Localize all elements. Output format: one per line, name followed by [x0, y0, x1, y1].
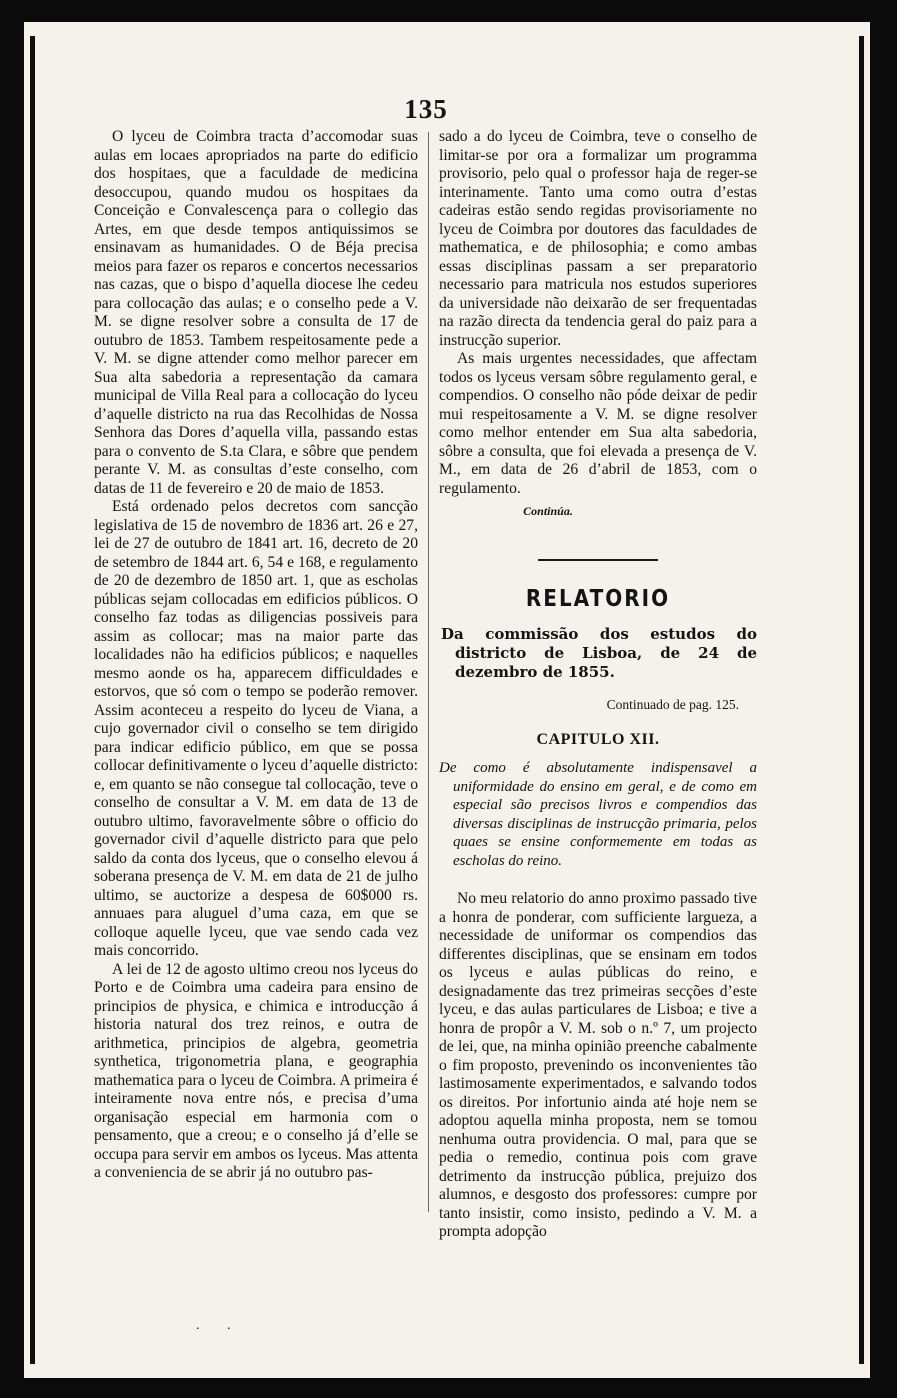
paragraph-decretos: Está ordenado pelos decretos com sancção legislativa de 15 de novembro de 1836 art. 26 e 27, lei de 27 de outubro de 1841 art. 16, decreto de 20 de setembro de 1844 art. 6, 54 e 168, e regulamento de 20 de dezembro de 1850 art. 1, que as escholas públicas sejam collocadas em edificios públicos. O conselho faz todas as diligencias possiveis para assim as collocar; mas na maior parte das localidades não ha edificios públicos; e naquelles mesmo aonde os ha, apparecem difficuldades e estorvos, que só com o tempo se poderão remover. Assim aconteceu a respeito do lyceu de Viana, a cujo governador civil o conselho se tem dirigido para indicar edificio público, em que se possa collocar definitivamente o lyceu d’aquelle districto: e, em quanto se não consegue tal collocação, teve o conselho de consultar a V. M. em data de 13 de outubro ultimo, favoravelmente sôbre o officio do governador civil d’aquelle districto para que pelo saldo da conta dos lyceus, que o conselho elevou á soberana presença de V. M. em data de 21 de julho ultimo, se auctorize a despesa de 60$000 rs. annuaes para aluguel d’uma caza, em que se colloque aquelle lyceu, que vae sendo cada vez mais concorrido.	[94, 498, 418, 959]
chapter-subtitle: De como é absolutamente indispensavel a uniformidade do ensino em geral, e de como em especial são precisos livros e compendios das diversas disciplinas de instrucção primaria, pelos quaes se ensine conformemente em todas as escholas do reino.	[439, 760, 757, 869]
chapter-body: No meu relatorio do anno proximo passado tive a honra de ponderar, com sufficiente largueza, a necessidade de uniformar os compendios das differentes disciplinas, que se ensinam em todos os lyceus e aulas públicas do reino, e designadamente das trez primeiras secções d’este lyceu, e das aulas particulares de Lisboa; e tive a honra de propôr a V. M. sob o n.º 7, um projecto de lei, que, na minha opinião preenche cabalmente o fim proposto, prevenindo os inconvenientes tão lastimosamente experimentados, e salvando todos os direitos. Por infortunio ainda até hoje nem se adoptou aquella minha proposta, nem se tomou nenhuma outra providencia. O mal, para que se pedia o remedio, continua pois com grave detrimento da instrucção pública, prejuizo dos alumnos, e desgosto dos professores: cumpre por tanto insistir, como insisto, pedindo a V. M. a prompta adopção	[439, 890, 757, 1240]
chapter-heading: CAPITULO XII.	[536, 730, 660, 748]
continuado-note: Continuado de pag. 125.	[606, 697, 739, 712]
paragraph-lyceu-coimbra: O lyceu de Coimbra tracta d’accomodar suas aulas em locaes apropriados na parte do edificio dos hospitaes, que a faculdade de medicina desoccupou, quando mudou os hospitaes da Conceição e Convalescença para o collegio das Artes, em que desde tempos antiquissimos se ensinavam as humanidades. O de Béja precisa meios para fazer os reparos e concertos necessarios nas cazas, que o bispo d’aquella diocese lhe cedeu para collocação das aulas; e o conselho pede a V. M. se digne resolver sobre a consulta de 17 de outubro de 1853. Tambem respeitosamente pede a V. M. se digne attender como melhor parecer em Sua alta sabedoria a representação da camara municipal de Villa Real para a collocação do lyceu d’aquelle districto na rua das Recolhidas de Nossa Senhora das Dores d’aquella villa, passando estas para o convento de S.ta Clara, e sôbre que pendem perante V. M. as consultas d’este conselho, com datas de 11 de fevereiro e 20 de maio de 1853.	[94, 128, 418, 497]
page-number: 135	[404, 94, 448, 124]
right-column	[439, 128, 757, 1242]
section-separator	[538, 559, 658, 561]
paragraph-continuation: sado a do lyceu de Coimbra, teve o conselho de limitar-se por ora a formalizar um programma provisorio, pelo qual o professor haja de reger-se interinamente. Tanto uma como outra d’estas cadeiras estão sendo regidas provisoriamente no lyceu de Coimbra por doutores das faculdades de mathematica, e de philosophia; e como ambas essas disciplinas passam a ser preparatorio necessario para matricula nos estudos superiores da universidade não deixarão de ser frequentadas na razão directa da tendencia geral do paiz para a instrucção superior.	[439, 128, 757, 349]
right-border-rule	[859, 36, 864, 1364]
continua-note: Continúa.	[523, 504, 573, 518]
paragraph-necessidades: As mais urgentes necessidades, que affectam todos os lyceus versam sôbre regulamento geral, e compendios. O conselho não póde deixar de pedir mui respeitosamente a V. M. se digne resolver como melhor entender em Sua alta sabedoria, sôbre a consulta, que foi elevada a presença de V. M., em data de 26 d’abril de 1853, com o regulamento.	[439, 350, 757, 497]
relatorio-subtitle: Da commissão dos estudos do districto de Lisboa, de 24 de dezembro de 1855.	[441, 625, 757, 681]
document-page	[24, 22, 870, 1378]
column-divider	[428, 132, 429, 1212]
relatorio-heading: RELATORIO	[525, 583, 671, 612]
left-border-rule	[30, 36, 35, 1364]
left-column	[94, 128, 418, 1183]
paragraph-lei-agosto: A lei de 12 de agosto ultimo creou nos lyceus do Porto e de Coimbra uma cadeira para ensino de principios de physica, e chimica e introducção á historia natural dos trez reinos, e outra de arithmetica, principios de algebra, geometria synthetica, trigonometria plana, e geographia mathematica para o lyceu de Coimbra. A primeira é inteiramente nova entre nós, e precisa d’uma organisação especial em harmonia com o pensamento, que a creou; e o conselho já d’elle se occupa para servir em ambos os lyceus. Mas attenta a conveniencia de se abrir já no outubro pas-	[94, 960, 418, 1181]
footer-dots: . .	[196, 1318, 243, 1333]
